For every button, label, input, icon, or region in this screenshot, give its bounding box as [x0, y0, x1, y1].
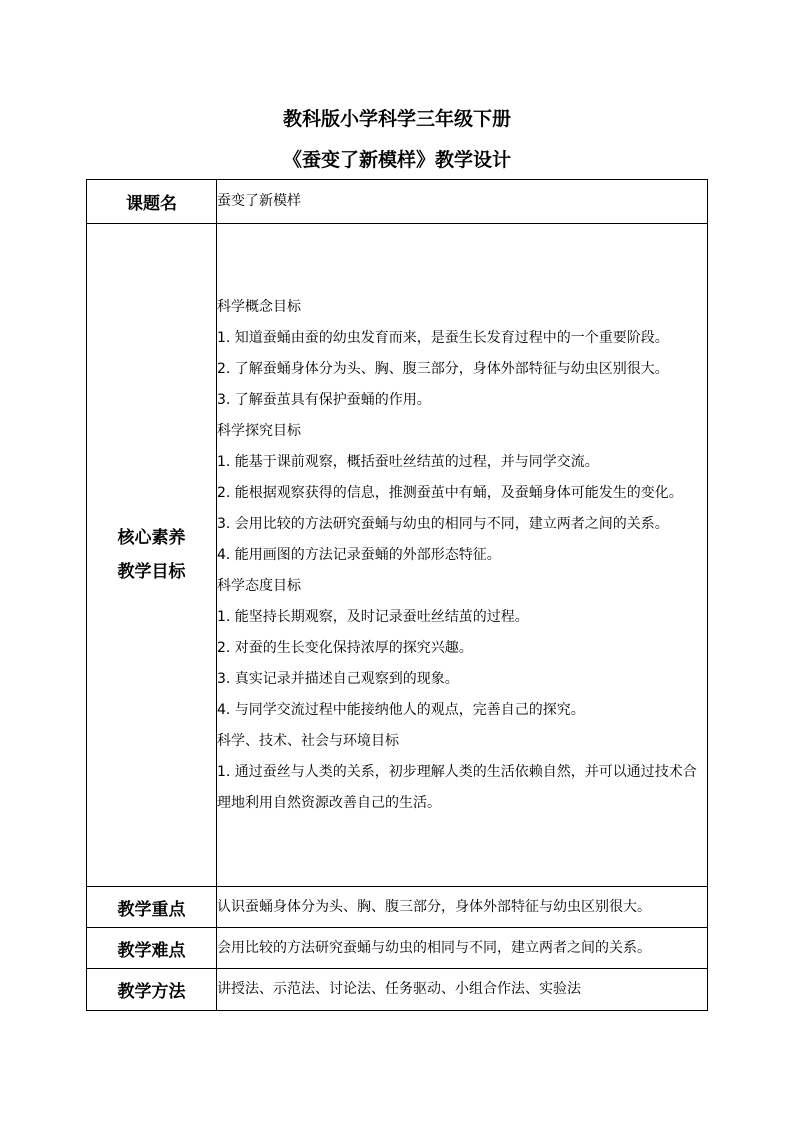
- table-row: [87, 928, 708, 969]
- key-point-label: 教学重点: [87, 887, 217, 928]
- goal-item: 1. 知道蚕蛹由蚕的幼虫发育而来，是蚕生长发育过程中的一个重要阶段。: [217, 329, 669, 346]
- method-label: 教学方法: [87, 969, 217, 1011]
- difficulty-value: 会用比较的方法研究蚕蛹与幼虫的相同与不同，建立两者之间的关系。: [217, 928, 708, 969]
- goal-item: 3. 真实记录并描述自己观察到的现象。: [217, 670, 459, 687]
- key-point-value: 认识蚕蛹身体分为头、胸、腹三部分，身体外部特征与幼虫区别很大。: [217, 887, 708, 928]
- document-title: 教科版小学科学三年级下册: [282, 108, 511, 130]
- goal-heading: 科学概念目标: [217, 298, 301, 315]
- goal-heading: 科学、技术、社会与环境目标: [217, 732, 399, 749]
- goal-item: 4. 与同学交流过程中能接纳他人的观点，完善自己的探究。: [217, 701, 585, 718]
- goal-item: 1. 能基于课前观察，概括蚕吐丝结茧的过程，并与同学交流。: [217, 453, 599, 470]
- goals-label-line2: 教学目标: [117, 562, 186, 582]
- goal-item: 2. 了解蚕蛹身体分为头、胸、腹三部分，身体外部特征与幼虫区别很大。: [217, 360, 669, 377]
- goal-item: 1. 能坚持长期观察，及时记录蚕吐丝结茧的过程。: [217, 608, 529, 625]
- goal-item: 2. 对蚕的生长变化保持浓厚的探究兴趣。: [217, 639, 473, 656]
- goals-content: [217, 224, 708, 887]
- table-row: [87, 887, 708, 928]
- goals-label-line1: 核心素养: [117, 528, 186, 548]
- document-subtitle: 《蚕变了新模样》教学设计: [282, 149, 511, 171]
- goals-label: [87, 224, 217, 887]
- table-row: [87, 969, 708, 1011]
- goal-item: 3. 会用比较的方法研究蚕蛹与幼虫的相同与不同，建立两者之间的关系。: [217, 515, 669, 532]
- goal-heading: 科学探究目标: [217, 422, 301, 439]
- goal-item: 4. 能用画图的方法记录蚕蛹的外部形态特征。: [217, 546, 501, 563]
- table-row: [87, 224, 708, 887]
- method-value: 讲授法、示范法、讨论法、任务驱动、小组合作法、实验法: [217, 969, 708, 1011]
- lesson-name-label: 课题名: [87, 180, 217, 224]
- goal-item: 3. 了解蚕茧具有保护蚕蛹的作用。: [217, 391, 431, 408]
- lesson-plan-table: [86, 179, 708, 1011]
- goal-item: 1. 通过蚕丝与人类的关系，初步理解人类的生活依赖自然，并可以通过技术合理地利用自然资源改善自己的生活。: [217, 763, 697, 811]
- difficulty-label: 教学难点: [87, 928, 217, 969]
- goal-heading: 科学态度目标: [217, 577, 301, 594]
- goal-item: 2. 能根据观察获得的信息，推测蚕茧中有蛹，及蚕蛹身体可能发生的变化。: [217, 484, 683, 501]
- lesson-name-value: 蚕变了新模样: [217, 180, 708, 224]
- table-row: [87, 180, 708, 224]
